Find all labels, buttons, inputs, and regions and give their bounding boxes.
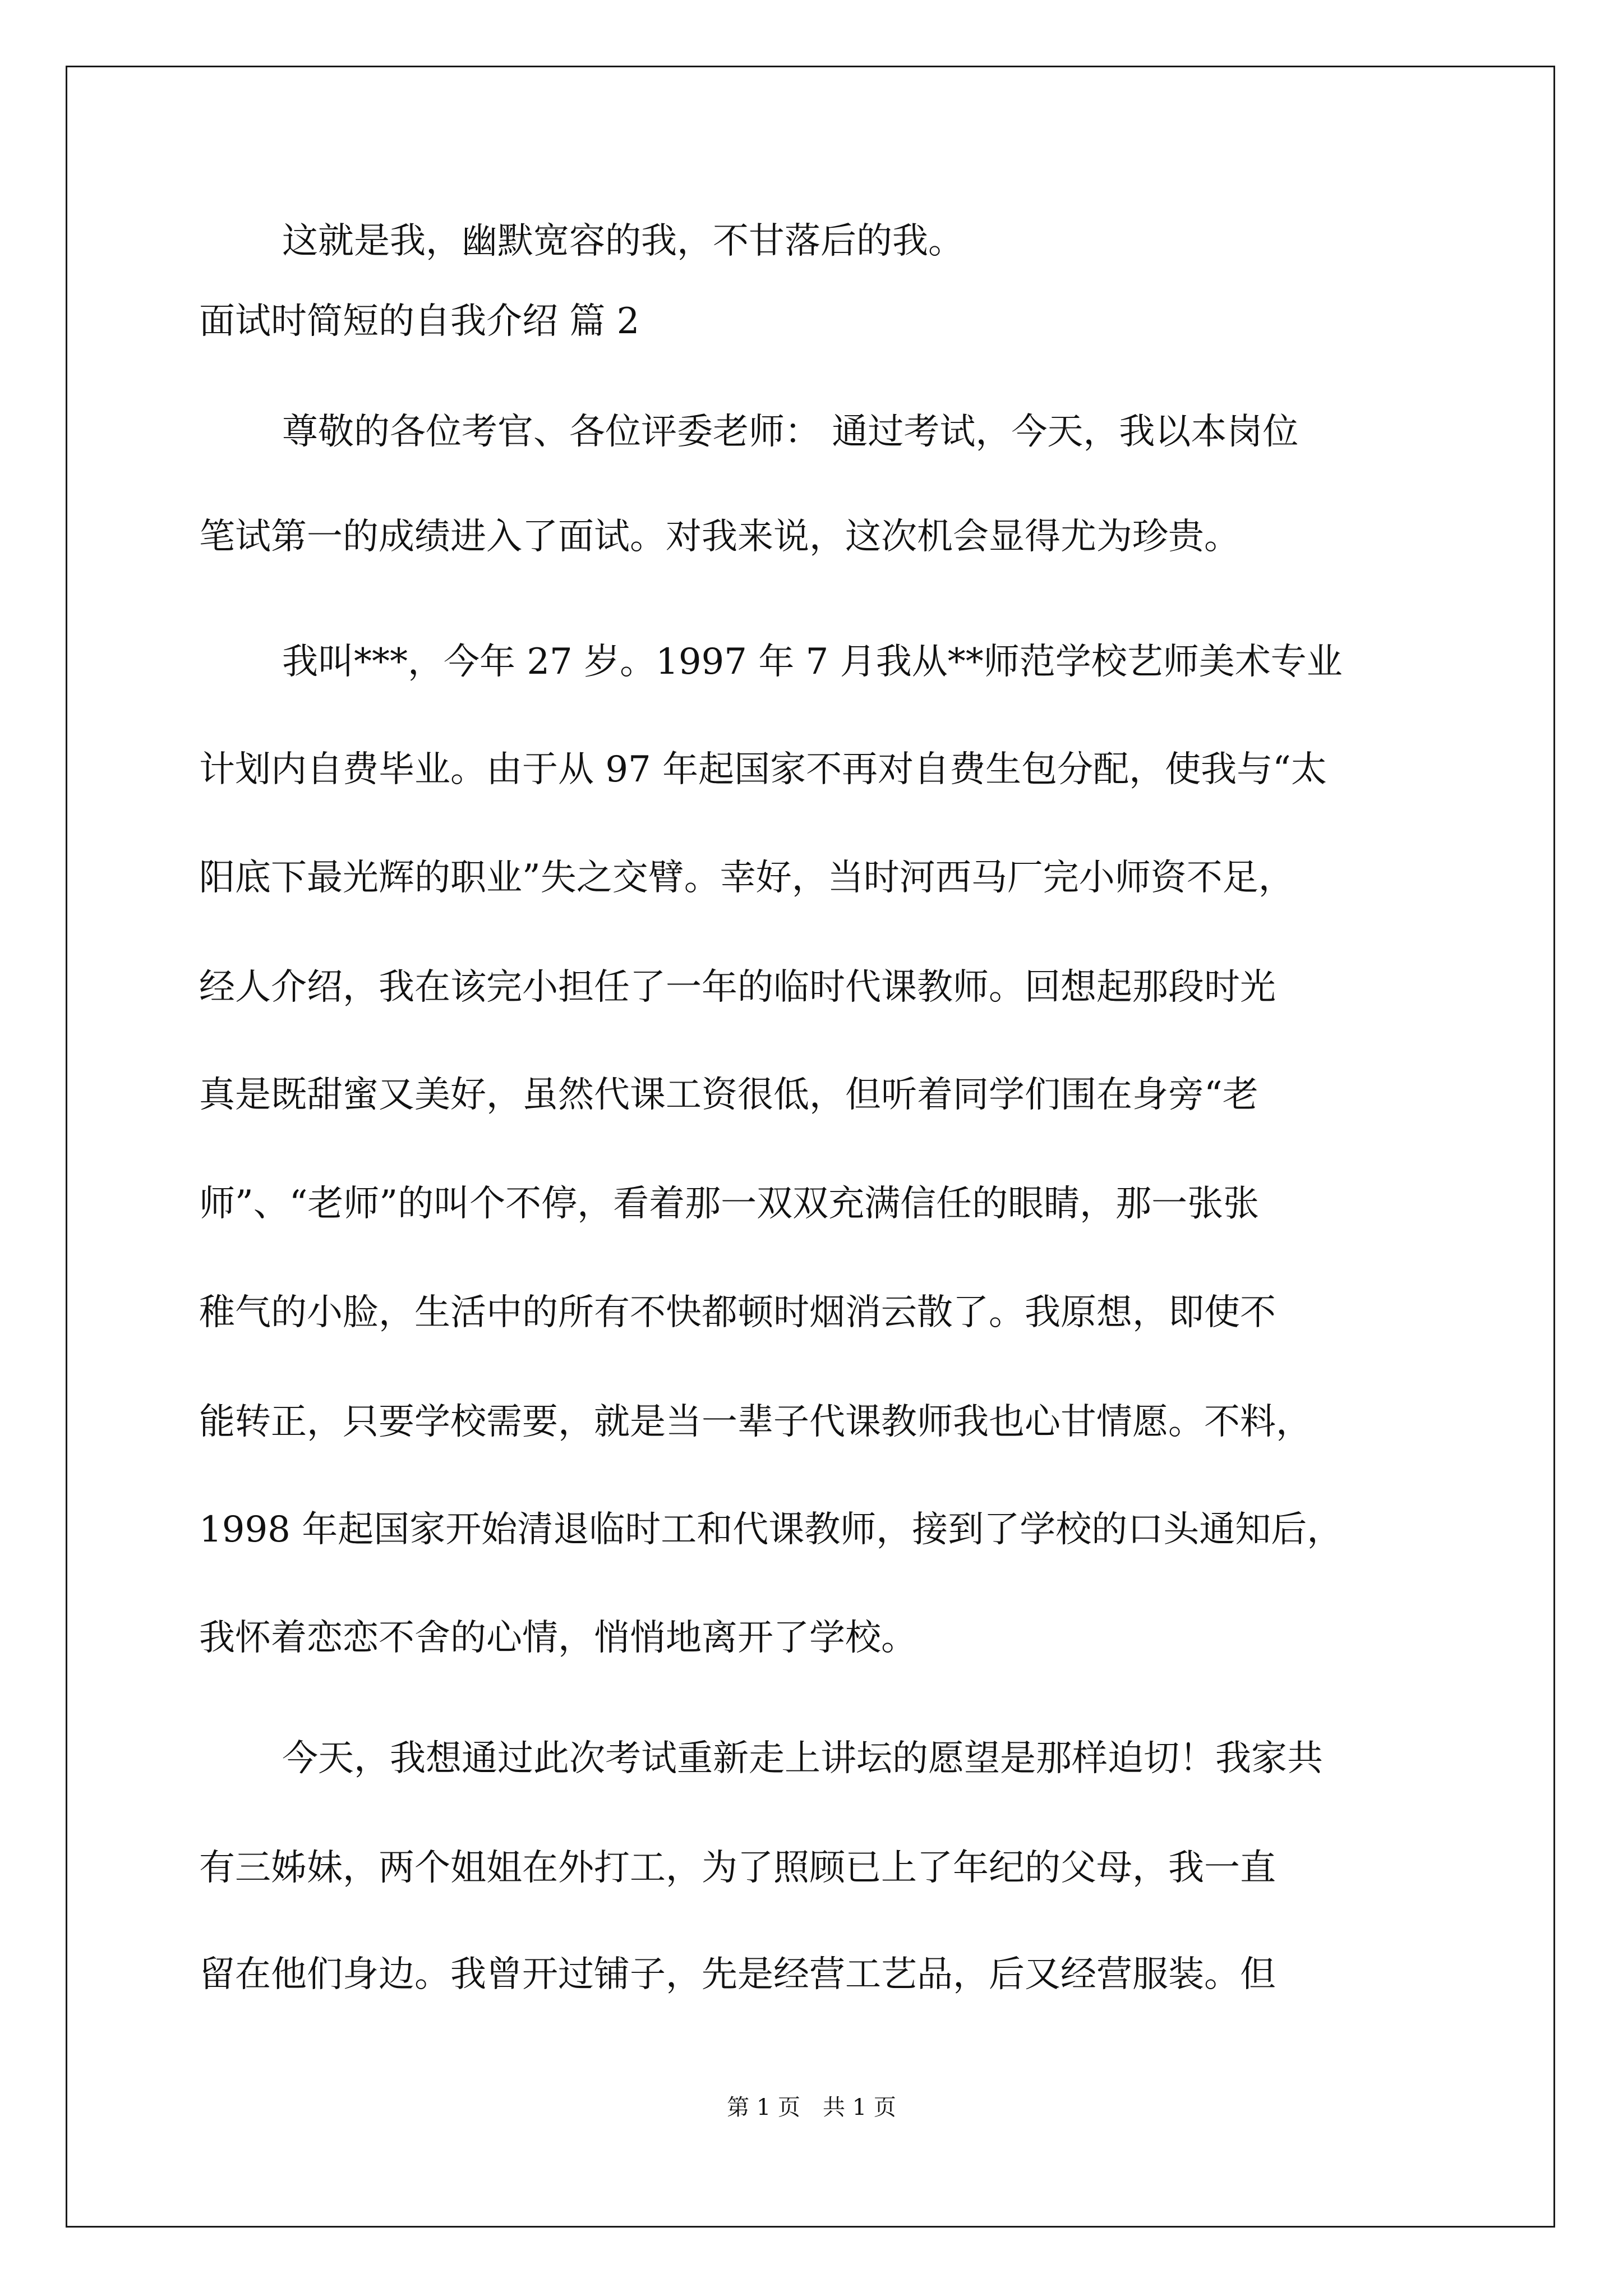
paragraph-line: 有三姊妹，两个姐姐在外打工，为了照顾已上了年纪的父母，我一直: [199, 1847, 1276, 1889]
page-border: [66, 66, 1555, 2228]
paragraph-line: 阳底下最光辉的职业”失之交臂。幸好，当时河西马厂完小师资不足，: [199, 857, 1294, 899]
section-heading: 面试时简短的自我介绍 篇 2: [199, 301, 640, 342]
paragraph-line: 能转正，只要学校需要，就是当一辈子代课教师我也心甘情愿。不料，: [199, 1401, 1312, 1443]
page-number: 第 1 页: [727, 2095, 800, 2120]
paragraph-line: 真是既甜蜜又美好，虽然代课工资很低，但听着同学们围在身旁“老: [199, 1074, 1258, 1116]
page-footer: [0, 2093, 1623, 2122]
page-total: 共 1 页: [823, 2095, 896, 2120]
paragraph-line: 尊敬的各位考官、各位评委老师： 通过考试，今天，我以本岗位: [282, 411, 1299, 453]
paragraph-line: 我叫***，今年 27 岁。1997 年 7 月我从**师范学校艺师美术专业: [282, 641, 1343, 683]
paragraph-line: 今天，我想通过此次考试重新走上讲坛的愿望是那样迫切！我家共: [282, 1738, 1323, 1779]
paragraph-line: 笔试第一的成绩进入了面试。对我来说，这次机会显得尤为珍贵。: [199, 516, 1240, 558]
paragraph-line: 稚气的小脸，生活中的所有不快都顿时烟消云散了。我原想，即使不: [199, 1292, 1276, 1333]
paragraph-line: 经人介绍，我在该完小担任了一年的临时代课教师。回想起那段时光: [199, 967, 1276, 1008]
paragraph-line: 1998 年起国家开始清退临时工和代课教师，接到了学校的口头通知后，: [199, 1509, 1343, 1550]
paragraph-line: 计划内自费毕业。由于从 97 年起国家不再对自费生包分配，使我与“太: [199, 749, 1327, 790]
paragraph-line: 我怀着恋恋不舍的心情，悄悄地离开了学校。: [199, 1617, 917, 1659]
paragraph-line: 师”、“老师”的叫个不停，看着那一双双充满信任的眼睛，那一张张: [199, 1183, 1260, 1225]
paragraph-line: 这就是我，幽默宽容的我，不甘落后的我。: [282, 220, 964, 262]
paragraph-line: 留在他们身边。我曾开过铺子，先是经营工艺品，后又经营服装。但: [199, 1954, 1276, 1995]
